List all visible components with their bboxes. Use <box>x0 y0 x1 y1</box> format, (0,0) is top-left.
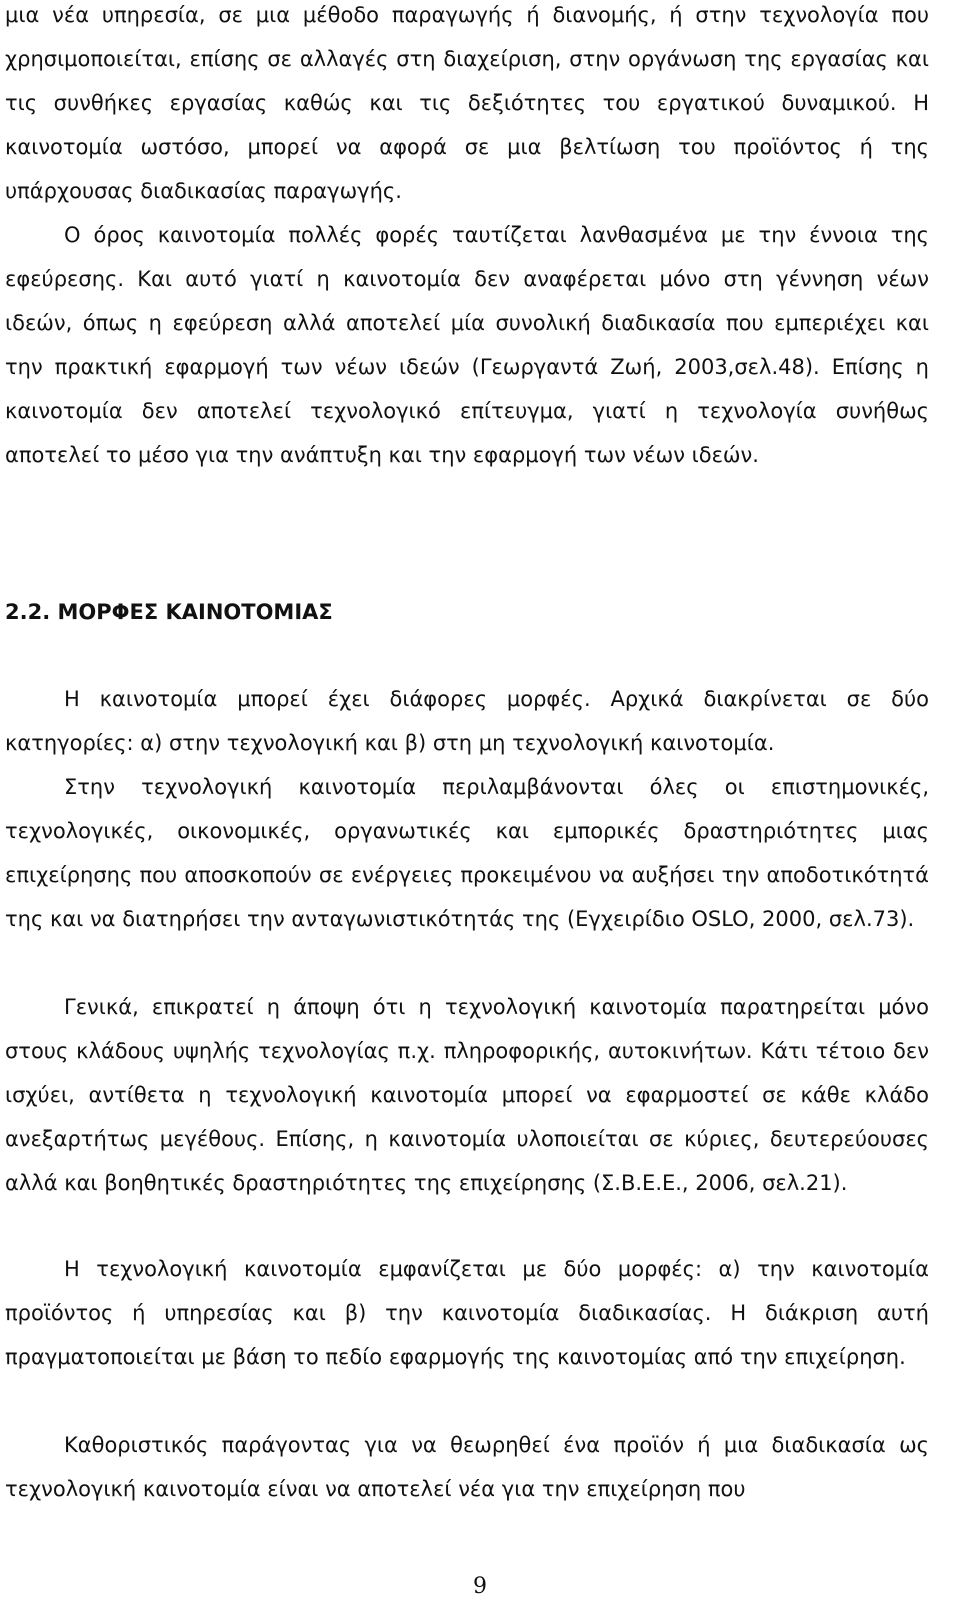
section-heading: 2.2. ΜΟΡΦΕΣ ΚΑΙΝΟΤΟΜΙΑΣ <box>5 600 333 624</box>
paragraph-forms-intro: Η καινοτομία μπορεί έχει διάφορες μορφές. Αρχικά διακρίνεται σε δύο κατηγορίες: α) στην τεχνολογική και β) στη μη τεχνολογική καινοτομία. <box>5 687 929 755</box>
page-number: 9 <box>473 1574 487 1599</box>
paragraph-determining-factor: Καθοριστικός παράγοντας για να θεωρηθεί ένα προϊόν ή μια διαδικασία ως τεχνολογική καινοτομία είναι να αποτελεί νέα για την επιχείρηση που <box>5 1433 929 1501</box>
paragraph-two-forms: Η τεχνολογική καινοτομία εμφανίζεται με δύο μορφές: α) την καινοτομία προϊόντος ή υπηρεσίας και β) την καινοτομία διαδικασίας. Η διάκριση αυτή πραγματοποιείται με βάση το πεδίο εφαρμογής της καινοτομίας από την επιχείρηση. <box>5 1257 929 1369</box>
paragraph-innovation-vs-invention: Ο όρος καινοτομία πολλές φορές ταυτίζεται λανθασμένα με την έννοια της εφεύρεσης. Και αυτό γιατί η καινοτομία δεν αναφέρεται μόνο στη γέννηση νέων ιδεών, όπως η εφεύρεση αλλά αποτελεί μία συνολική διαδικασία που εμπεριέχει και την πρακτική εφαρμογή των νέων ιδεών (Γεωργαντά Ζωή, 2003,σελ.48). Επίσης η καινοτομία δεν αποτελεί τεχνολογικό επίτευγμα, γιατί η τεχνολογία συνήθως αποτελεί το μέσο για την ανάπτυξη και την εφαρμογή των νέων ιδεών. <box>5 223 929 467</box>
paragraph-innovation-definition-continued: μια νέα υπηρεσία, σε μια μέθοδο παραγωγής ή διανομής, ή στην τεχνολογία που χρησιμοποιείται, επίσης σε αλλαγές στη διαχείριση, στην οργάνωση της εργασίας και τις συνθήκες εργασίας καθώς και τις δεξιότητες του εργατικού δυναμικού. Η καινοτομία ωστόσο, μπορεί να αφορά σε μια βελτίωση του προϊόντος ή της υπάρχουσας διαδικασίας παραγωγής. <box>5 3 929 203</box>
paragraph-general-view: Γενικά, επικρατεί η άποψη ότι η τεχνολογική καινοτομία παρατηρείται μόνο στους κλάδους υψηλής τεχνολογίας π.χ. πληροφορικής, αυτοκινήτων. Κάτι τέτοιο δεν ισχύει, αντίθετα η τεχνολογική καινοτομία μπορεί να εφαρμοστεί σε κάθε κλάδο ανεξαρτήτως μεγέθους. Επίσης, η καινοτομία υλοποιείται σε κύριες, δευτερεύουσες αλλά και βοηθητικές δραστηριότητες της επιχείρησης (Σ.Β.Ε.Ε., 2006, σελ.21). <box>5 995 929 1195</box>
paragraph-technological-innovation: Στην τεχνολογική καινοτομία περιλαμβάνονται όλες οι επιστημονικές, τεχνολογικές, οικονομικές, οργανωτικές και εμπορικές δραστηριότητες μιας επιχείρησης που αποσκοπούν σε ενέργειες προκειμένου να αυξήσει την αποδοτικότητά της και να διατηρήσει την ανταγωνιστικότητάς της (Εγχειρίδιο OSLO, 2000, σελ.73). <box>5 775 929 931</box>
